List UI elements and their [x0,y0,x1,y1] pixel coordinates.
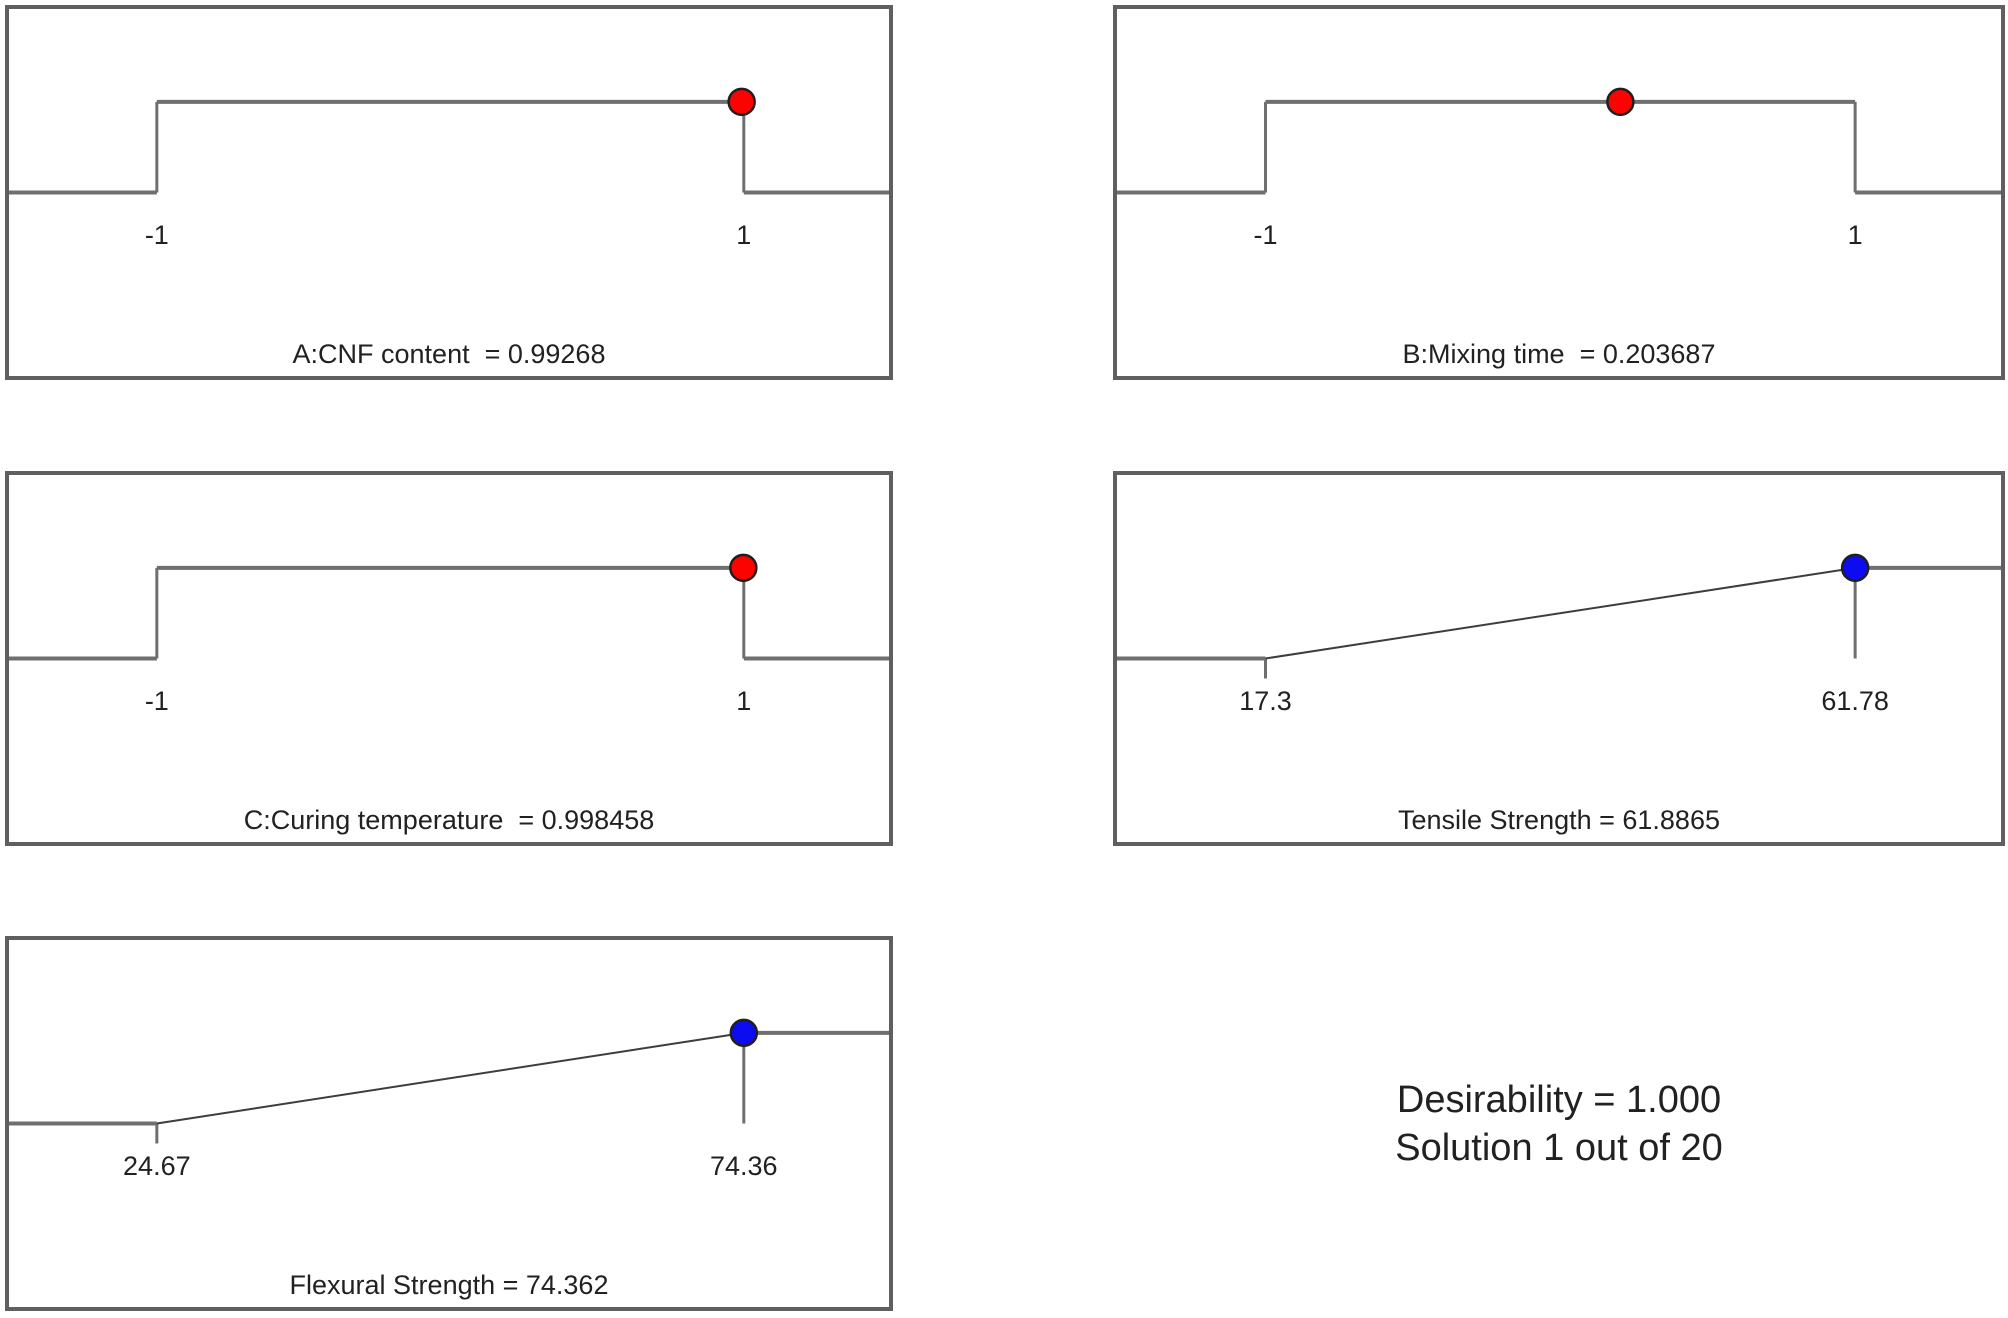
ramp-panel-factor-b [1113,5,2005,380]
factor-value-dot[interactable] [729,89,755,115]
ramp-panel-factor-a [5,5,893,380]
ramp-line [157,1033,744,1124]
ramp-plot-factor-a [9,9,889,376]
tick-label-high: 1 [1847,220,1863,251]
ramp-plot-response-flexural [9,940,889,1307]
ramp-panel-response-flexural [5,936,893,1311]
factor-value-dot[interactable] [730,555,756,581]
desirability-value-line: Desirability = 1.000 [1396,1078,1722,1121]
tick-label-high: 1 [736,220,752,251]
ramp-line [1266,568,1856,659]
solution-count-line: Solution 1 out of 20 [1395,1126,1723,1169]
response-value-dot[interactable] [1842,555,1868,581]
ramp-caption: C:Curing temperature = 0.998458 [243,805,655,835]
ramp-plot-factor-c [9,475,889,842]
response-value-dot[interactable] [731,1020,757,1046]
ramp-plot-factor-b [1117,9,2001,376]
factor-value-dot[interactable] [1607,89,1633,115]
tick-label-high: 61.78 [1821,686,1889,717]
tick-label-high: 1 [736,686,752,717]
ramp-caption: Tensile Strength = 61.8865 [1398,805,1720,835]
desirability-summary [1113,936,2005,1311]
tick-label-high: 74.36 [710,1151,778,1182]
tick-label-low: -1 [144,686,169,717]
ramp-caption: Flexural Strength = 74.362 [289,1270,609,1300]
ramp-caption: A:CNF content = 0.99268 [292,339,606,369]
tick-label-low: 24.67 [123,1151,191,1182]
ramp-caption: B:Mixing time = 0.203687 [1402,339,1716,369]
tick-label-low: -1 [1253,220,1278,251]
ramp-panel-factor-c [5,471,893,846]
ramp-plot-response-tensile [1117,475,2001,842]
tick-label-low: 17.3 [1239,686,1292,717]
tick-label-low: -1 [144,220,169,251]
ramp-panel-response-tensile [1113,471,2005,846]
